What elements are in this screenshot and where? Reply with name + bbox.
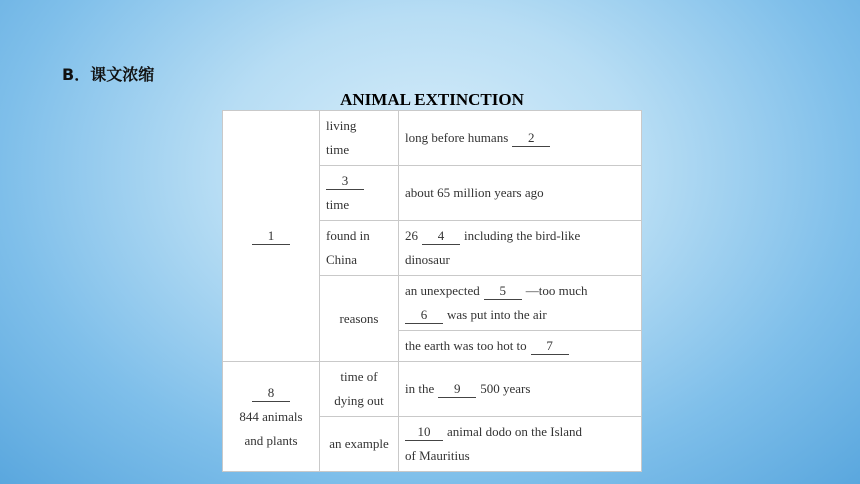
blank-2[interactable]: 2 <box>512 130 550 147</box>
table-row <box>223 362 642 417</box>
section-label: B．课文浓缩 <box>62 65 155 84</box>
extinction-table <box>222 110 642 472</box>
blank-7[interactable]: 7 <box>531 338 569 355</box>
found-in-china-value: 26 4 including the bird-like dinosaur <box>399 221 642 276</box>
group1-cell <box>223 111 320 362</box>
table-title: ANIMAL EXTINCTION <box>340 90 524 109</box>
blank-9[interactable]: 9 <box>438 381 476 398</box>
reasons-value-2: the earth was too hot to 7 <box>399 331 642 362</box>
blank-8[interactable]: 8 <box>252 385 290 402</box>
found-in-china-cell: found in China <box>320 221 399 276</box>
reasons-cell: reasons <box>320 276 399 362</box>
table-row <box>223 111 642 166</box>
an-example-value: 10 animal dodo on the Island of Mauritius <box>399 417 642 472</box>
blank-10[interactable]: 10 <box>405 424 443 441</box>
group2-cell: 8 844 animals and plants <box>223 362 320 472</box>
reasons-value: an unexpected 5 —too much 6 was put into the air <box>399 276 642 331</box>
an-example-cell: an example <box>320 417 399 472</box>
blank3-time-cell: 3 time <box>320 166 399 221</box>
blank-4[interactable]: 4 <box>422 228 460 245</box>
blank-3[interactable]: 3 <box>326 173 364 190</box>
blank-5[interactable]: 5 <box>484 283 522 300</box>
living-time-value: long before humans 2 <box>399 111 642 166</box>
blank-6[interactable]: 6 <box>405 307 443 324</box>
time-dying-out-cell: time of dying out <box>320 362 399 417</box>
blank-1[interactable]: 1 <box>252 228 290 245</box>
time-dying-out-value: in the 9 500 years <box>399 362 642 417</box>
living-time-cell: living time <box>320 111 399 166</box>
time-value: about 65 million years ago <box>399 166 642 221</box>
